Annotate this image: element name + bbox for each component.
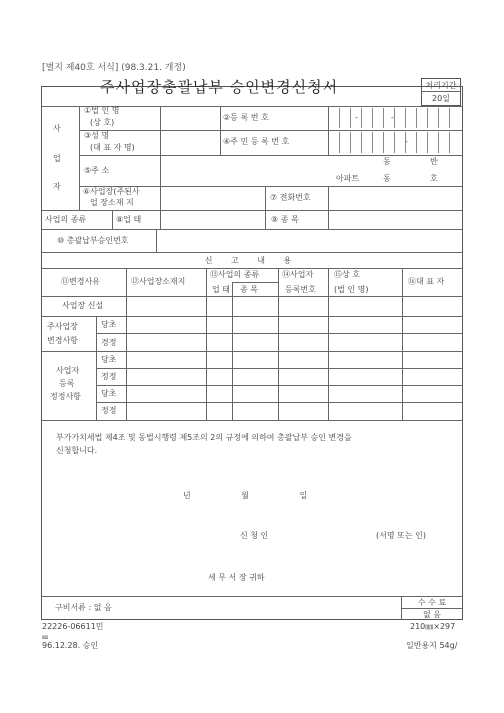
row-revised-1: 경정 [101, 338, 117, 347]
group-reg-fix-c: 정정사항 [50, 392, 81, 401]
number-cell-divider [372, 132, 373, 153]
row-new-site: 사업장 신설 [62, 301, 104, 310]
row-corrected-3: 정정 [101, 406, 117, 415]
col-business-kind: ⑬사업의 종류 [210, 270, 260, 279]
number-cell-divider [416, 108, 417, 128]
reg-number-label: ②등 록 번 호 [223, 113, 269, 122]
addr-ho: 호 [430, 174, 438, 183]
approval-date: 96.12.28. 승인 [42, 641, 99, 650]
number-cell-divider [449, 108, 450, 128]
corp-name-label: ①법 인 명 [84, 106, 120, 115]
number-cell-divider [416, 132, 417, 153]
business-type-label: ⑧업 태 [116, 215, 142, 224]
paper-size: 210㎜×297 [410, 622, 456, 631]
business-location-label-1: ⑥사업장(주된사 [83, 187, 140, 196]
number-cell-divider [438, 132, 439, 153]
addr-dong2: 동 [383, 174, 391, 183]
col-trade-name-b: (법 인 명) [334, 285, 369, 294]
number-cell-divider [383, 108, 384, 128]
col-business-item: 종 목 [240, 285, 258, 294]
approval-number-label: ⑩ 총괄납부승인번호 [57, 236, 129, 245]
number-cell-divider [350, 132, 351, 153]
col-business-type: 업 태 [212, 285, 230, 294]
business-item-label: ⑨ 종 목 [271, 215, 299, 224]
number-cell-divider [372, 108, 373, 128]
number-cell-divider [405, 108, 406, 128]
statement-line-2: 신청합니다. [56, 446, 98, 455]
col-reg-number-b: 등록번호 [285, 285, 316, 294]
number-cell-divider [394, 132, 395, 153]
number-cell-divider [339, 132, 340, 153]
business-location-label-2: 업 장소재 지 [90, 198, 134, 207]
signature-label: (서명 또는 인) [376, 531, 426, 540]
date-line: 년 월 일 [183, 491, 308, 500]
col-location: ⑫사업장소재지 [131, 277, 186, 286]
applicant-side-3: 자 [53, 182, 61, 191]
number-cell-divider [339, 108, 340, 128]
group-reg-fix-a: 사업자 [56, 366, 80, 375]
resident-number-label: ④주 민 등 록 번 호 [223, 137, 290, 146]
business-kind-label: 사업의 종류 [45, 215, 87, 224]
number-cell-divider [361, 132, 362, 153]
fee-label: 수 수 료 [417, 598, 447, 607]
corp-trade-label: (상 호) [90, 118, 115, 127]
number-cell-divider [383, 132, 384, 153]
form-code: 22226-06611민 [42, 622, 104, 631]
processing-period-value: 20일 [432, 94, 450, 103]
number-cell-divider [427, 108, 428, 128]
col-representative: ⑯대 표 자 [408, 277, 445, 286]
row-corrected-2: 정정 [101, 372, 117, 381]
group-main-change-a: 주사업장 [47, 322, 78, 331]
col-change-reason: ⑪변경사유 [61, 277, 100, 286]
addr-apartment: 아파트 [336, 174, 360, 183]
number-cell-divider [449, 132, 450, 153]
addressee: 세 무 서 장 귀하 [208, 573, 265, 582]
statement-line-1: 부가가치세법 제4조 및 동법시행령 제5조의 2의 규정에 의하여 총괄납부 승인 변경을 [56, 433, 352, 442]
row-original-2: 당초 [101, 355, 117, 364]
row-original-3: 당초 [101, 389, 117, 398]
applicant-label: 신 청 인 [240, 531, 269, 540]
name-label: ③성 명 [84, 131, 110, 140]
group-main-change-b: 변경사항 [47, 336, 78, 345]
row-original-1: 당초 [101, 320, 117, 329]
group-reg-fix-b: 등록 [59, 379, 75, 388]
number-cell-divider [361, 108, 362, 128]
col-trade-name-a: ⑮상 호 [334, 270, 360, 279]
form-title: 주사업장총괄납부 승인변경신청서 [100, 78, 339, 96]
addr-ban: 반 [430, 157, 438, 166]
phone-label: ⑦ 전화번호 [270, 193, 311, 202]
number-cell-divider [438, 108, 439, 128]
required-documents: 구비서류 : 없 음 [55, 603, 112, 612]
applicant-side-2: 업 [53, 154, 61, 163]
address-label: ⑤주 소 [84, 166, 110, 175]
number-cell-divider [394, 108, 395, 128]
report-heading: 신 고 내 용 [204, 256, 300, 265]
resident-dash: - [405, 137, 408, 146]
paper-weight: 일반용지 54g/ [406, 641, 458, 650]
addr-dong: 동 [383, 157, 391, 166]
processing-period-label: 처리기간 [425, 81, 457, 90]
number-cell-divider [427, 132, 428, 153]
reg-dash-1: - [355, 113, 358, 122]
form-number: [별지 제40호 서식] (98.3.21. 개정) [42, 63, 186, 73]
form-code-unit: ㎜ [42, 634, 49, 641]
number-cell-divider [350, 108, 351, 128]
fee-value: 없 음 [423, 610, 441, 619]
reg-dash-2: - [391, 113, 394, 122]
col-reg-number-a: ⑭사업자 [282, 270, 314, 279]
rep-name-label: (대 표 자 명) [90, 143, 135, 152]
applicant-side-1: 사 [53, 124, 61, 133]
